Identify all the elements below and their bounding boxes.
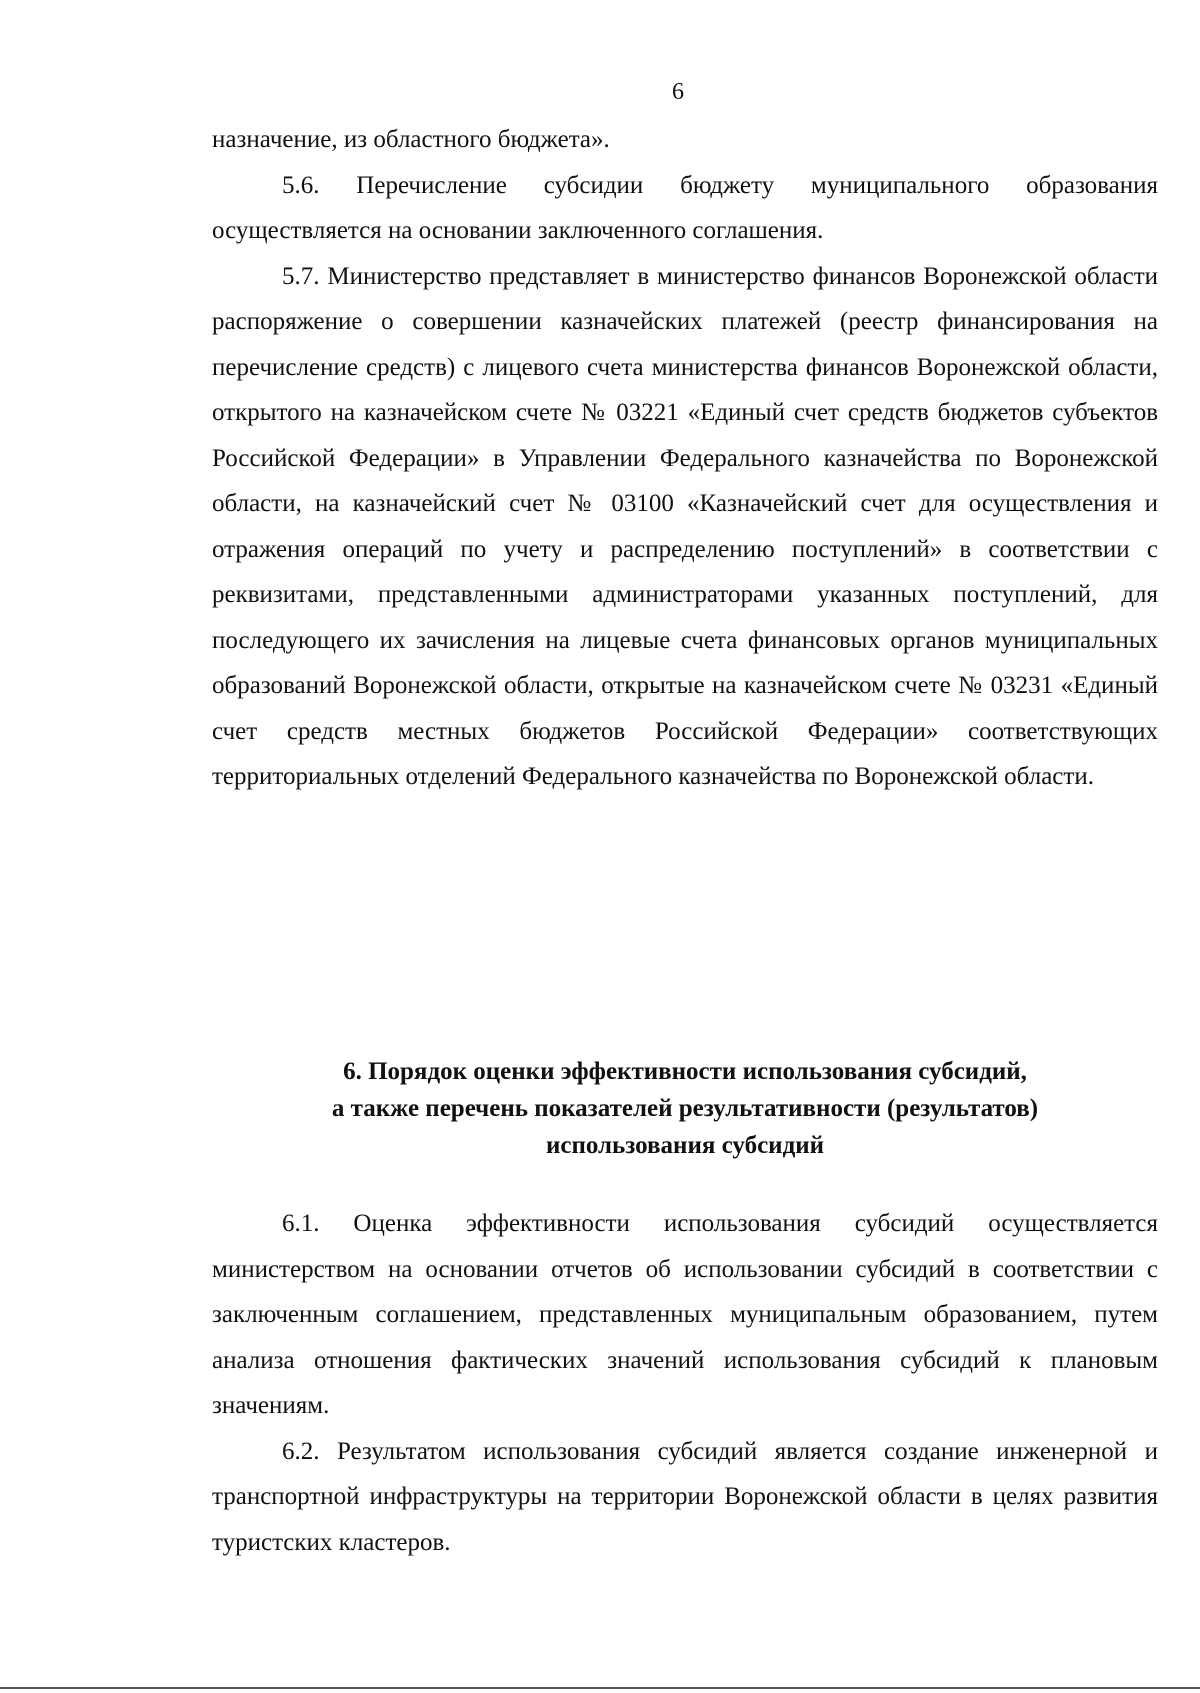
paragraph-6-2: 6.2. Результатом использования субсидий является создание инженерной и транспортной инфраструктуры на территории Воронежской области в целях развития туристских кластеров.: [212, 1437, 1158, 1556]
page-number: 6: [672, 79, 684, 105]
section-heading: [212, 1053, 1158, 1164]
paragraph-5-6: 5.6. Перечисление субсидии бюджету муниципального образования осуществляется на основании заключенного соглашения.: [212, 171, 1158, 244]
continuation-text: назначение, из областного бюджета».: [212, 126, 610, 153]
paragraph-5-7: 5.7. Министерство представляет в министерство финансов Воронежской области распоряжение о совершении казначейских платежей (реестр финансирования на перечисление средств) с лицевого счета министерства финансов Воронежской области, открытого на казначейском счете № 03221 «Единый счет средств бюджетов субъектов Российской Федерации» в Управлении Федерального казначейства по Воронежской области, на казначейский счет № 03100 «Казначейский счет для осуществления и отражения операций по учету и распределению поступлений» в соответствии с реквизитами, представленными администраторами указанных поступлений, для последующего их зачисления на лицевые счета финансовых органов муниципальных образований Воронежской области, открытые на казначейском счете № 03231 «Единый счет средств местных бюджетов Российской Федерации» соответствующих территориальных отделений Федерального казначейства по Воронежской области.: [212, 262, 1158, 790]
section-heading-line-3: использования субсидий: [545, 1132, 825, 1159]
body-text-top: [212, 117, 1158, 800]
section-heading-line-2: а также перечень показателей результативности (результатов): [331, 1095, 1039, 1122]
body-text-bottom: [212, 1201, 1158, 1565]
section-heading-line-1: 6. Порядок оценки эффективности использования субсидий,: [343, 1058, 1027, 1085]
scan-edge-line: [0, 1687, 1200, 1689]
paragraph-6-1: 6.1. Оценка эффективности использования субсидий осуществляется министерством на основании отчетов об использовании субсидий в соответствии с заключенным соглашением, представленных муниципальным образованием, путем анализа отношения фактических значений использования субсидий к плановым значениям.: [212, 1210, 1158, 1419]
